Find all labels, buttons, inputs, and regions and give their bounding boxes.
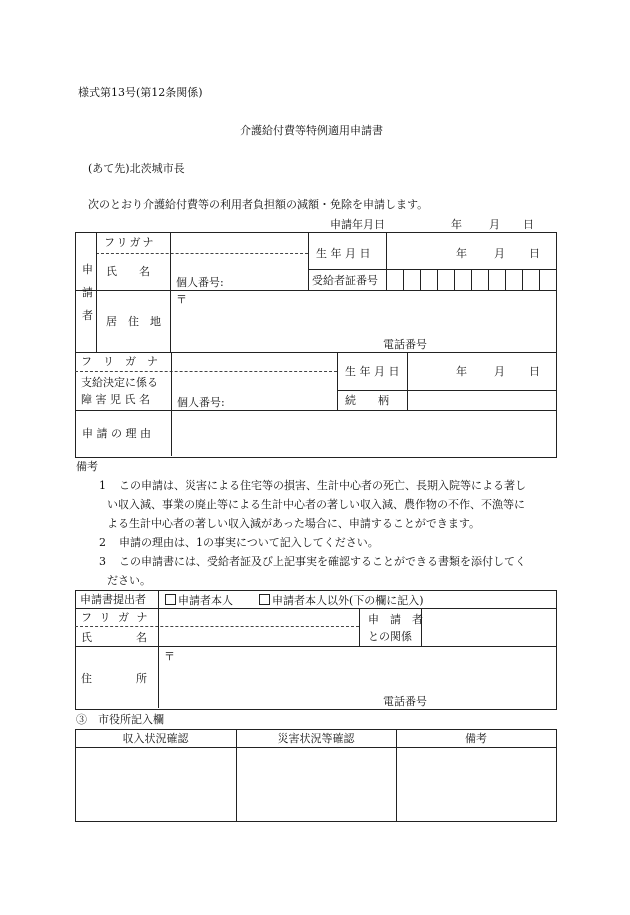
submitter-postal-mark: 〒	[164, 650, 175, 663]
applicant-furigana-label: フリガナ	[104, 236, 156, 249]
office-heading: ③ 市役所記入欄	[76, 713, 164, 726]
form-title: 介護給付費等特例適用申請書	[240, 124, 383, 137]
submitter-name-label: 氏 名	[81, 631, 147, 644]
note-1-line2: い収入減、事業の廃止等による生計中心者の著しい収入減、農作物の不作、不漁等に	[107, 498, 525, 511]
submitter-relation-label-2: との関係	[368, 630, 412, 643]
applicant-name-label: 氏 名	[106, 265, 150, 278]
application-date-label: 申請年月日	[330, 218, 385, 231]
note-1-line3: よる生計中心者の著しい収入減があった場合に、申請することができます。	[107, 517, 481, 530]
applicant-birth-year: 年	[456, 247, 467, 260]
submitter-option-self[interactable]	[165, 594, 233, 606]
applicant-phone-label: 電話番号	[383, 338, 427, 351]
applicant-birth-day: 日	[529, 247, 540, 260]
applicant-individual-number-label: 個人番号:	[176, 276, 224, 289]
child-birthdate-label: 生 年 月 日	[345, 365, 400, 378]
notes-heading: 備考	[76, 460, 98, 473]
applicant-label-1: 申	[82, 263, 93, 276]
child-furigana-label: フ リ ガ ナ	[81, 355, 158, 368]
child-name-label-1: 支給決定に係る	[81, 376, 158, 389]
applicant-postal-mark: 〒	[176, 293, 187, 306]
child-individual-number-label: 個人番号:	[177, 396, 225, 409]
child-birth-day: 日	[529, 365, 540, 378]
child-relation-label: 続 柄	[345, 394, 389, 407]
note-2-line1: 申請の理由は、1の事実について記入してください。	[119, 536, 379, 549]
option-self-label: 申請者本人	[178, 594, 233, 607]
submitter-label: 申請書提出者	[80, 593, 146, 606]
reason-label: 申 請 の 理 由	[82, 427, 151, 440]
applicant-label-3: 者	[82, 309, 93, 322]
checkbox-self[interactable]	[165, 594, 176, 605]
office-col-disaster: 災害状況等確認	[277, 732, 355, 745]
submitter-address-label: 住 所	[81, 672, 147, 685]
addressee: (あて先)北茨城市長	[88, 162, 185, 175]
note-1-num: 1	[99, 479, 106, 492]
option-other-label: 申請者本人以外(下の欄に記入)	[272, 594, 424, 607]
submitter-phone-label: 電話番号	[383, 695, 427, 708]
applicant-address-label: 居 住 地	[106, 315, 161, 328]
application-date-day: 日	[523, 218, 534, 231]
applicant-birthdate-label: 生 年 月 日	[316, 247, 371, 260]
intro-text: 次のとおり介護給付費等の利用者負担額の減額・免除を申請します。	[88, 198, 429, 211]
note-2-num: 2	[99, 536, 106, 549]
submitter-option-other[interactable]	[259, 594, 424, 606]
submitter-relation-label-1: 申 請 者	[368, 613, 423, 626]
note-3-num: 3	[99, 555, 106, 568]
application-date-year: 年	[451, 218, 462, 231]
submitter-furigana-label: フ リ ガ ナ	[81, 611, 150, 624]
recipient-cert-label: 受給者証番号	[312, 274, 378, 287]
applicant-birth-month: 月	[494, 247, 505, 260]
note-1-line1: この申請は、災害による住宅等の損害、生計中心者の死亡、長期入院等による著し	[119, 479, 526, 492]
note-3-line2: ださい。	[107, 574, 151, 587]
checkbox-other[interactable]	[259, 594, 270, 605]
child-name-label-2: 障 害 児 氏 名	[81, 393, 150, 406]
note-3-line1: この申請書には、受給者証及び上記事実を確認することができる書類を添付してく	[119, 555, 526, 568]
child-birth-month: 月	[494, 365, 505, 378]
child-birth-year: 年	[456, 365, 467, 378]
office-col-income: 収入状況確認	[122, 732, 189, 745]
form-number: 様式第13号(第12条関係)	[78, 86, 203, 99]
office-col-remarks: 備考	[465, 732, 487, 745]
applicant-label-2: 請	[82, 286, 93, 299]
application-date-month: 月	[489, 218, 500, 231]
